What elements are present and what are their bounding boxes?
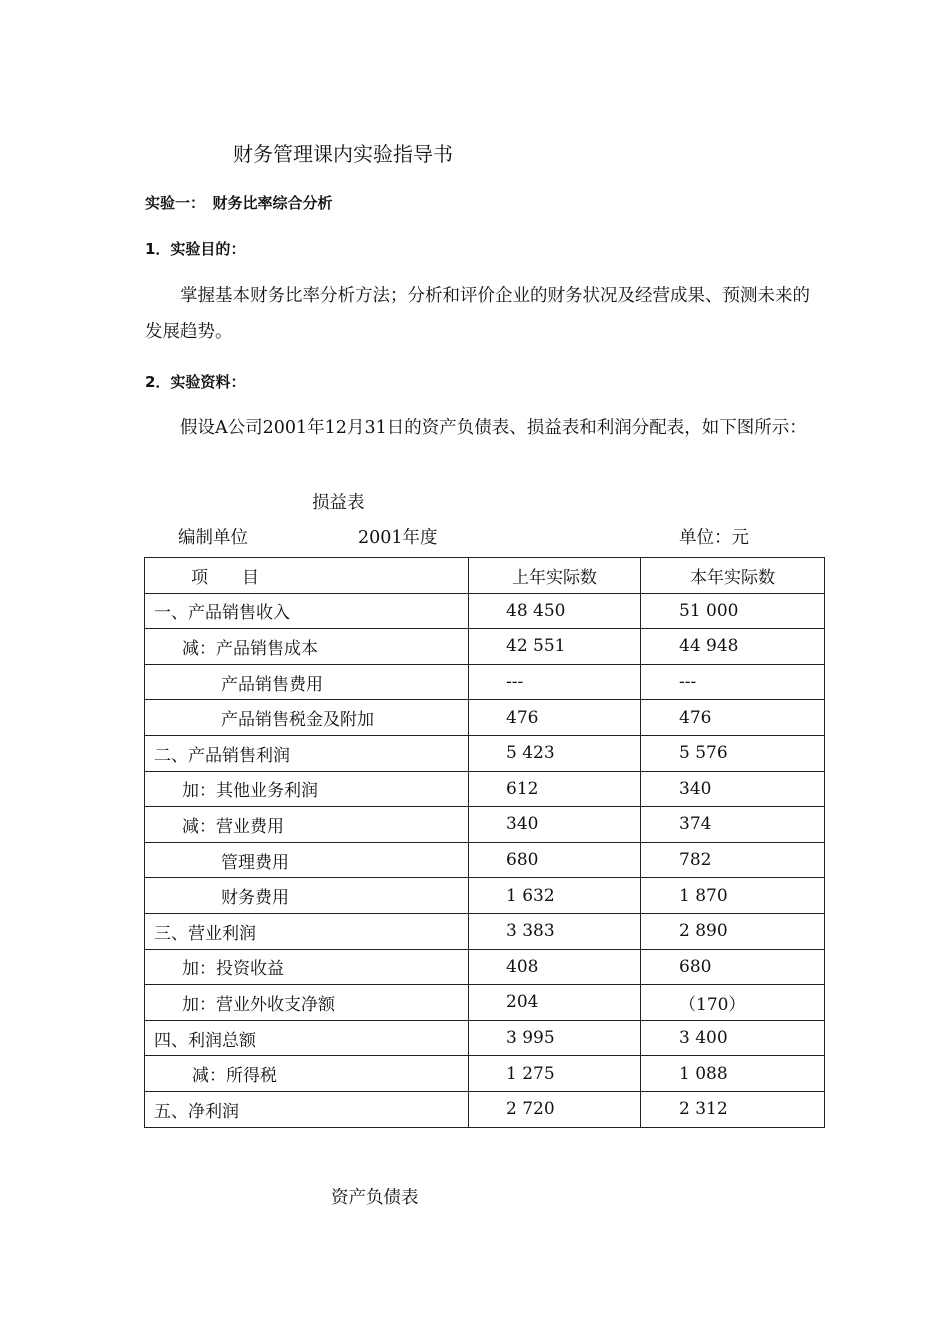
table-row [145, 807, 825, 843]
row-item: 一、产品销售收入 [145, 593, 469, 629]
row-prev: 476 [469, 700, 641, 736]
row-prev: 1 632 [469, 878, 641, 914]
row-item: 加：其他业务利润 [145, 771, 469, 807]
row-curr: 374 [641, 807, 825, 843]
row-item: 产品销售费用 [145, 664, 469, 700]
balance-sheet-title: 资产负债表 [331, 1188, 419, 1208]
row-curr: （170） [641, 985, 825, 1021]
row-prev: --- [469, 664, 641, 700]
row-prev: 3 383 [469, 913, 641, 949]
row-prev: 1 275 [469, 1056, 641, 1092]
row-curr: 2 890 [641, 913, 825, 949]
section2-heading: 2．实验资料： [145, 373, 246, 391]
table-row [145, 985, 825, 1021]
year-label: 2001年度 [358, 528, 438, 548]
row-curr: 1 870 [641, 878, 825, 914]
row-prev: 340 [469, 807, 641, 843]
row-prev: 612 [469, 771, 641, 807]
row-prev: 3 995 [469, 1020, 641, 1056]
row-item: 财务费用 [145, 878, 469, 914]
header-current-year: 本年实际数 [641, 558, 825, 594]
section1-heading: 1．实验目的： [145, 240, 246, 258]
table-row [145, 664, 825, 700]
income-statement-table [144, 557, 825, 1128]
header-item: 项 目 [145, 558, 469, 594]
row-curr: 1 088 [641, 1056, 825, 1092]
row-prev: 42 551 [469, 629, 641, 665]
income-table-title: 损益表 [312, 493, 365, 513]
row-item: 产品销售税金及附加 [145, 700, 469, 736]
table-row [145, 1056, 825, 1092]
row-curr: 476 [641, 700, 825, 736]
row-item: 二、产品销售利润 [145, 735, 469, 771]
row-item: 加：投资收益 [145, 949, 469, 985]
row-item: 五、净利润 [145, 1091, 469, 1127]
row-curr: 5 576 [641, 735, 825, 771]
table-row [145, 842, 825, 878]
row-item: 四、利润总额 [145, 1020, 469, 1056]
row-item: 减：产品销售成本 [145, 629, 469, 665]
row-prev: 2 720 [469, 1091, 641, 1127]
unit-label: 编制单位 [178, 528, 248, 548]
row-curr: 680 [641, 949, 825, 985]
table-row [145, 700, 825, 736]
row-item: 管理费用 [145, 842, 469, 878]
table-row [145, 913, 825, 949]
row-curr: 44 948 [641, 629, 825, 665]
row-prev: 5 423 [469, 735, 641, 771]
row-prev: 204 [469, 985, 641, 1021]
row-curr: 782 [641, 842, 825, 878]
table-row [145, 1020, 825, 1056]
table-row [145, 735, 825, 771]
row-curr: 2 312 [641, 1091, 825, 1127]
row-prev: 48 450 [469, 593, 641, 629]
currency-label: 单位：元 [679, 528, 749, 548]
table-row [145, 771, 825, 807]
section1-paragraph: 掌握基本财务比率分析方法；分析和评价企业的财务状况及经营成果、预测未来的发展趋势。 [145, 286, 810, 342]
header-prev-year: 上年实际数 [469, 558, 641, 594]
row-curr: 51 000 [641, 593, 825, 629]
table-row [145, 878, 825, 914]
document-title: 财务管理课内实验指导书 [233, 142, 453, 166]
table-row [145, 629, 825, 665]
row-curr: --- [641, 664, 825, 700]
row-prev: 680 [469, 842, 641, 878]
table-row [145, 593, 825, 629]
row-item: 减：所得税 [145, 1056, 469, 1092]
table-header-row [145, 558, 825, 594]
row-item: 减：营业费用 [145, 807, 469, 843]
row-curr: 3 400 [641, 1020, 825, 1056]
row-prev: 408 [469, 949, 641, 985]
row-item: 三、营业利润 [145, 913, 469, 949]
table-row [145, 1091, 825, 1127]
table-row [145, 949, 825, 985]
section2-paragraph: 假设A公司2001年12月31日的资产负债表、损益表和利润分配表，如下图所示： [180, 418, 807, 438]
experiment-heading: 实验一： 财务比率综合分析 [145, 194, 333, 212]
row-curr: 340 [641, 771, 825, 807]
row-item: 加：营业外收支净额 [145, 985, 469, 1021]
